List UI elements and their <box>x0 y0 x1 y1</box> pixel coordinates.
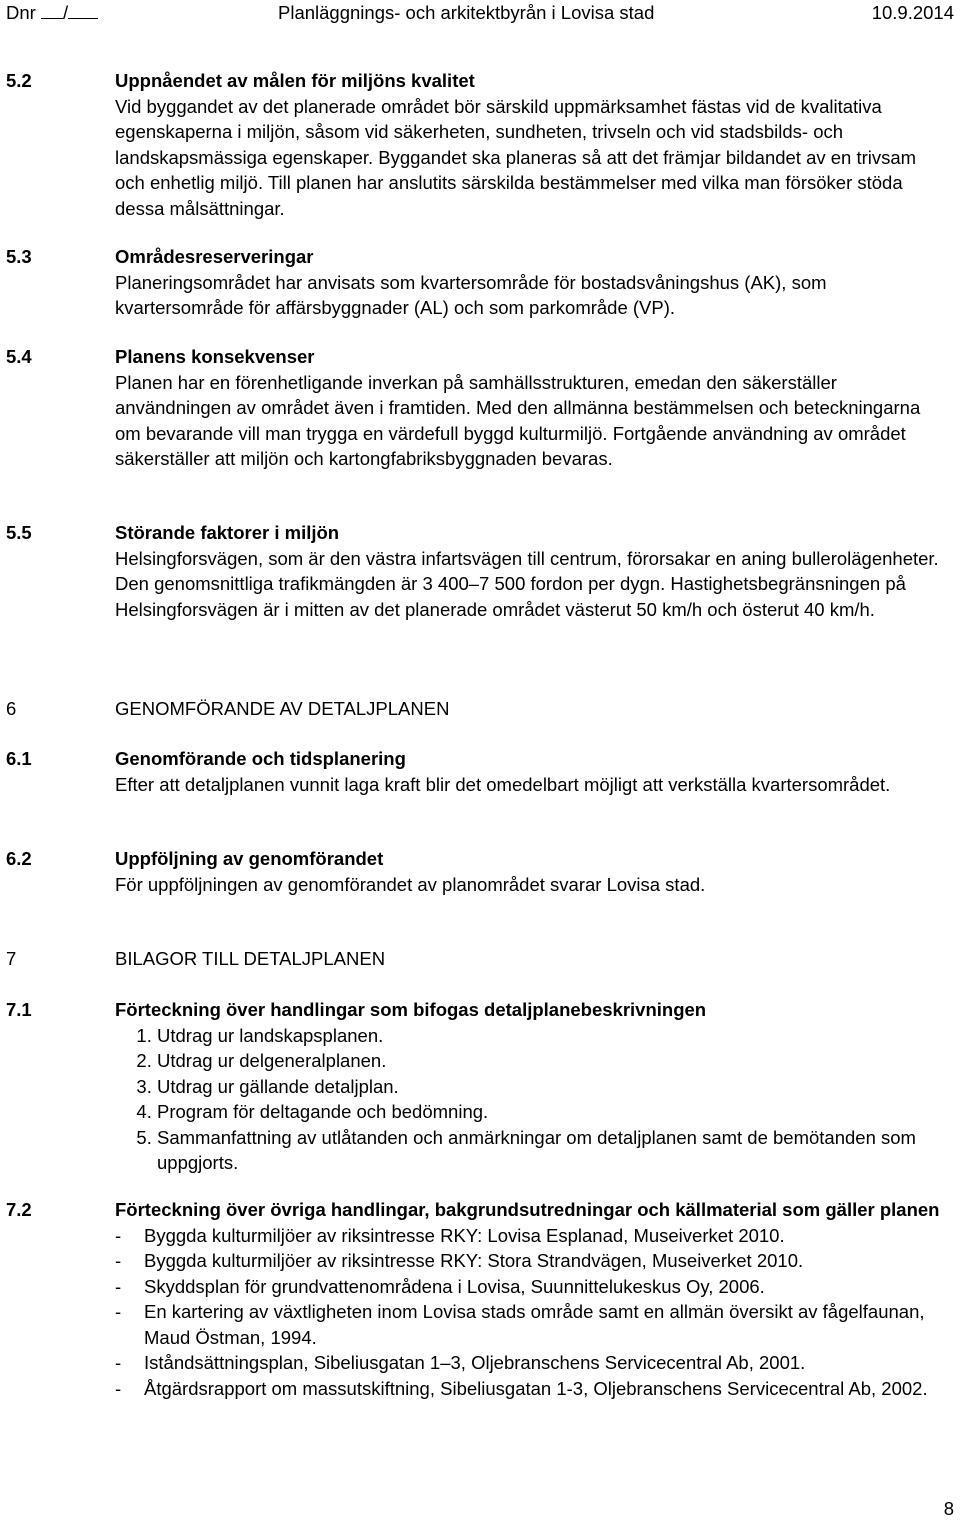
attachment-list <box>115 1023 940 1176</box>
dnr-label: Dnr <box>6 2 36 23</box>
dnr-separator: / <box>62 2 69 23</box>
section-number: 7 <box>6 948 17 969</box>
section-text: Helsingforsvägen, som är den västra infartsvägen till centrum, förorsakar en aning bullerolägenheter. Den genomsnittliga trafikmängden är 3 400–7 500 fordon per dygn. Hastighetsbegränsningen på Helsingforsvägen är i mitten av det planerade området västerut 50 km/h och österut 40 km/h. <box>115 547 939 620</box>
section-number: 7.1 <box>6 999 32 1020</box>
section-text: Vid byggandet av det planerade området bör särskild uppmärksamhet fästas vid de kvalitativa egenskaperna i miljön, såsom vid säkerheten, sundheten, trivseln och vid stadsbilds- och landskapsmässiga egenskaper. Byggandet ska planeras så att det främjar bildandet av en trivsam och enhetlig miljö. Till planen har anslutits särskilda bestämmelser med vilka man försöker stöda dessa målsättningar. <box>115 95 917 219</box>
section-number: 6.2 <box>6 848 32 869</box>
list-item: - Skyddsplan för grundvattenområdena i Lovisa, Suunnittelukeskus Oy, 2006. <box>115 1274 940 1300</box>
section-title: Planens konsekvenser <box>115 346 315 367</box>
list-item: 3. Utdrag ur gällande detaljplan. <box>157 1074 940 1100</box>
dnr-field <box>6 0 98 25</box>
list-item: 4. Program för deltagande och bedömning. <box>157 1099 940 1125</box>
document-date: 10.9.2014 <box>871 2 954 23</box>
section-number: 6 <box>6 698 17 719</box>
section-text: För uppföljningen av genomförandet av planområdet svarar Lovisa stad. <box>115 873 706 895</box>
section-number: 5.5 <box>6 522 32 543</box>
reference-list <box>115 1223 940 1402</box>
list-item: - Byggda kulturmiljöer av riksintresse RKY: Stora Strandvägen, Museiverket 2010. <box>115 1248 940 1274</box>
list-item: - Åtgärdsrapport om massutskiftning, Sibeliusgatan 1-3, Oljebranschens Servicecentral Ab, 2002. <box>115 1376 940 1402</box>
section-text: Planeringsområdet har anvisats som kvartersområde för bostadsvåningshus (AK), som kvartersområde för affärsbyggnader (AL) och som parkområde (VP). <box>115 271 827 318</box>
section-title: Förteckning över övriga handlingar, bakgrundsutredningar och källmaterial som gäller planen <box>115 1199 940 1220</box>
page-header <box>0 0 960 28</box>
section-title: Uppföljning av genomförandet <box>115 848 384 869</box>
dnr-blank-1 <box>41 0 63 19</box>
chapter-title: GENOMFÖRANDE AV DETALJPLANEN <box>115 698 450 719</box>
dnr-blank-2 <box>68 0 98 19</box>
list-item: 1. Utdrag ur landskapsplanen. <box>157 1023 940 1049</box>
section-text: Efter att detaljplanen vunnit laga kraft blir det omedelbart möjligt att verkställa kvartersområdet. <box>115 773 891 795</box>
section-number: 5.4 <box>6 346 32 367</box>
list-item: - En kartering av växtligheten inom Lovisa stads område samt en allmän översikt av fågelfaunan, Maud Östman, 1994. <box>115 1299 940 1350</box>
list-item: 5. Sammanfattning av utlåtanden och anmärkningar om detaljplanen samt de bemötanden som uppgjorts. <box>157 1125 940 1176</box>
list-item: 2. Utdrag ur delgeneralplanen. <box>157 1048 940 1074</box>
list-item: - Iståndsättningsplan, Sibeliusgatan 1–3, Oljebranschens Servicecentral Ab, 2001. <box>115 1350 940 1376</box>
section-number: 6.1 <box>6 748 32 769</box>
organization-name: Planläggnings- och arkitektbyrån i Lovisa stad <box>278 2 655 23</box>
section-number: 7.2 <box>6 1199 32 1220</box>
section-number: 5.2 <box>6 70 32 91</box>
page-number: 8 <box>943 1498 954 1519</box>
section-number: 5.3 <box>6 246 32 267</box>
section-title: Förteckning över handlingar som bifogas detaljplanebeskrivningen <box>115 999 707 1020</box>
section-text: Planen har en förenhetligande inverkan på samhällsstrukturen, emedan den säkerställer användningen av området även i framtiden. Med den allmänna bestämmelsen och beteckningarna om bevarande vill man trygga en värdefull byggd kulturmiljö. Fortgående användning av området säkerställer att miljön och kartongfabriksbyggnaden bevaras. <box>115 371 921 469</box>
section-title: Områdesreserveringar <box>115 246 314 267</box>
section-title: Genomförande och tidsplanering <box>115 748 406 769</box>
section-title: Störande faktorer i miljön <box>115 522 340 543</box>
list-item: - Byggda kulturmiljöer av riksintresse RKY: Lovisa Esplanad, Museiverket 2010. <box>115 1223 940 1249</box>
chapter-title: BILAGOR TILL DETALJPLANEN <box>115 948 386 969</box>
section-title: Uppnåendet av målen för miljöns kvalitet <box>115 70 475 91</box>
